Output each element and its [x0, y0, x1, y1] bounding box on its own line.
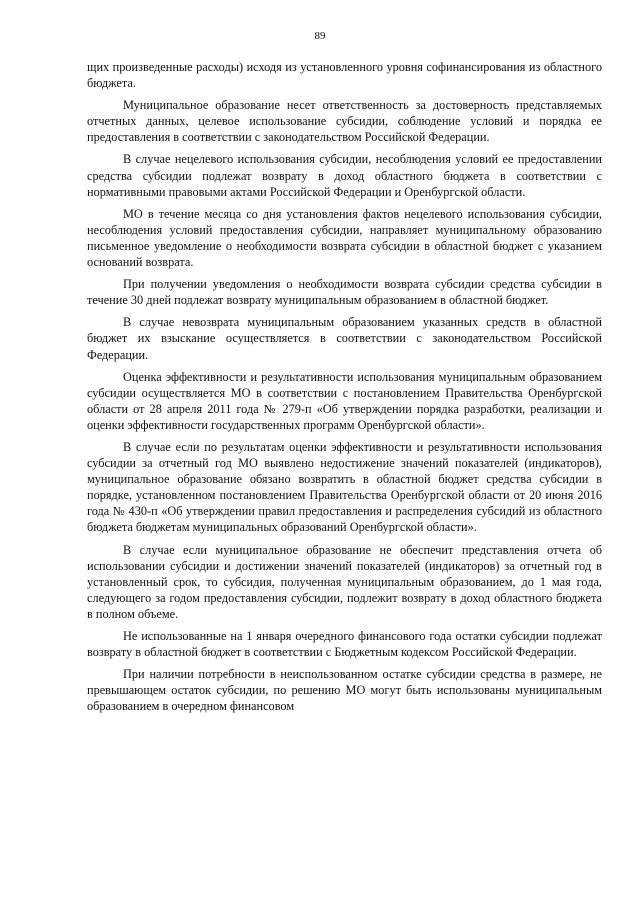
paragraph-unused-balance: Не использованные на 1 января очередного финансового года остатки субсидии подлежат возврату в областной бюджет в соответствии с Бюджетным кодексом Российской Федерации. [87, 629, 602, 660]
paragraph-continuation: щих произведенные расходы) исходя из установленного уровня софинансирования из областного бюджета. [87, 60, 602, 91]
paragraph-report-failure: В случае если муниципальное образование не обеспечит представления отчета об использовании субсидии и достижении значений показателей (индикаторов) за отчетный год в установленный срок, то субсидия, полученная муниципальным образованием, до 1 мая года, следующего за годом предоставления субсидии, подлежит возврату в доход областного бюджета в полном объеме. [87, 542, 602, 621]
paragraph-misuse-return: В случае нецелевого использования субсидии, несоблюдения условий ее предоставлении средства субсидии подлежат возврату в доход областного бюджета в соответствии с нормативными правовыми актами Российской Федерации и Оренбургской области. [87, 152, 602, 199]
paragraph-indicator-shortfall: В случае если по результатам оценки эффективности и результативности использования субсидии за отчетный год МО выявлено недостижение значений показателей (индикаторов), муниципальное образование обязано возвратить в областной бюджет средства субсидии в порядке, установленном постановлением Правительства Оренбургской области от 20 июня 2016 года № 430-п «Об утверждении правил предоставления и распределения субсидий из областного бюджета бюджетам муниципальных образований Оренбургской области». [87, 439, 602, 535]
paragraph-return-deadline: При получении уведомления о необходимости возврата субсидии средства субсидии в течение 30 дней подлежат возврату муниципальным образованием в областной бюджет. [87, 277, 602, 308]
paragraph-balance-use: При наличии потребности в неиспользованном остатке субсидии средства в размере, не превышающем остаток субсидии, по решению МО могут быть использованы муниципальным образованием в очередном финансовом [87, 667, 602, 714]
document-body [87, 59, 602, 720]
paragraph-recovery: В случае невозврата муниципальным образованием указанных средств в областной бюджет их взыскание осуществляется в соответствии с законодательством Российской Федерации. [87, 315, 602, 362]
page-number: 89 [314, 30, 326, 42]
paragraph-responsibility: Муниципальное образование несет ответственность за достоверность представляемых отчетных данных, целевое использование субсидии, соблюдение условий и порядка ее предоставления в соответствии с законодательством Российской Федерации. [87, 98, 602, 145]
paragraph-efficiency-evaluation: Оценка эффективности и результативности использования муниципальным образованием субсидии осуществляется МО в соответствии с постановлением Правительства Оренбургской области от 28 апреля 2011 года № 279-п «Об утверждении порядка разработки, реализации и оценки эффективности государственных программ Оренбургской области». [87, 369, 602, 432]
paragraph-notification: МО в течение месяца со дня установления фактов нецелевого использования субсидии, несоблюдения условий предоставления субсидии, направляет муниципальному образованию письменное уведомление о необходимости возврата субсидии в областной бюджет с указанием оснований возврата. [87, 206, 602, 270]
